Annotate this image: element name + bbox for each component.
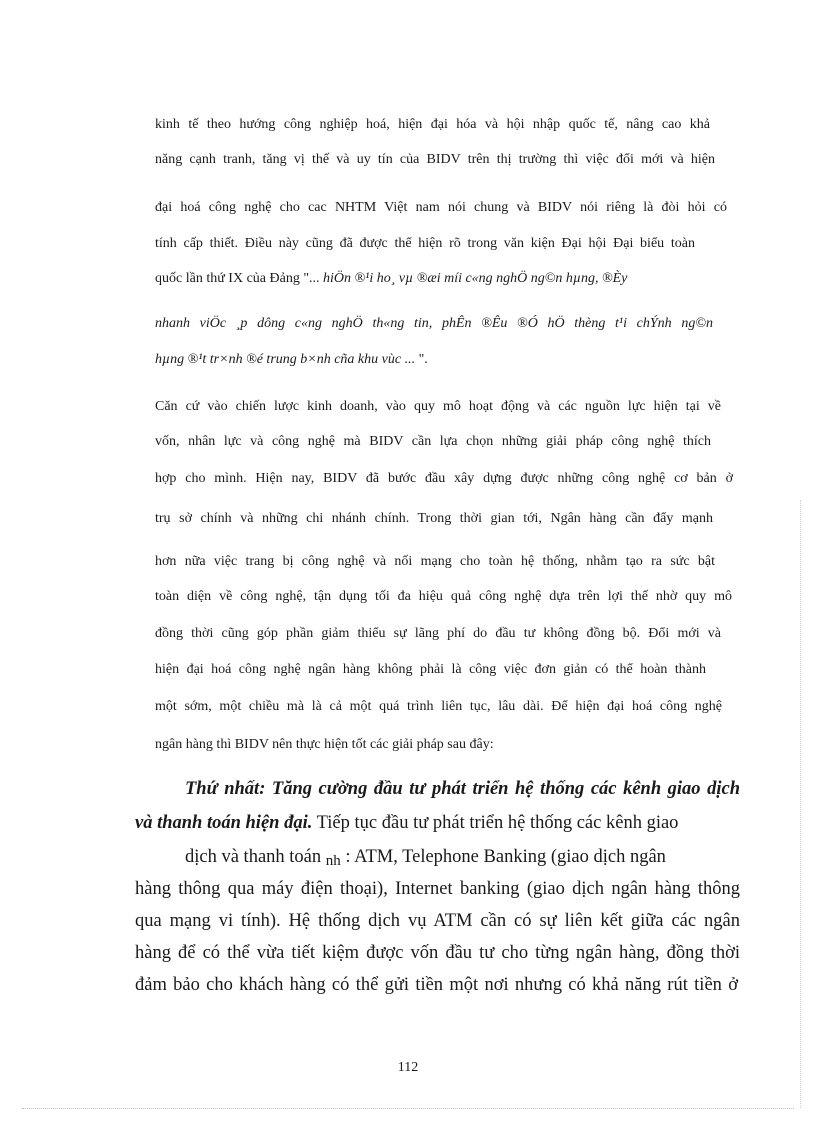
text-line: một sớm, một chiều mà là cả một quá trình liên tục, lâu dài. Để hiện đại hoá công nghệ [155, 699, 722, 714]
text-line: đảm bảo cho khách hàng có thể gửi tiền một nơi nhưng có khả năng rút tiền ở [135, 975, 738, 995]
text-line: ngân hàng thì BIDV nên thực hiện tốt các giải pháp sau đây: [155, 737, 494, 752]
text-line: quốc lần thứ IX của Đảng "... hiÖn ®¹i ho¸ vµ ®æi míi c«ng nghÖ ng©n hµng, ®Èy [155, 271, 628, 286]
text-line: đồng thời cũng góp phần giảm thiểu sự lãng phí do đầu tư không đồng bộ. Đổi mới và [155, 626, 721, 641]
text-line: đại hoá công nghệ cho cac NHTM Việt nam nói chung và BIDV nói riêng là đòi hỏi có [155, 200, 727, 215]
section-heading: Thứ nhất: Tăng cường đầu tư phát triển hệ thống các kênh giao dịch [185, 779, 740, 799]
text-line: tính cấp thiết. Điều này cũng đã được thể hiện rõ trong văn kiện Đại hội Đại biểu toàn [155, 236, 695, 251]
text-line: hơn nữa việc trang bị công nghệ và nối mạng cho toàn hệ thống, nhằm tạo ra sức bật [155, 554, 715, 569]
text-line: toàn diện về công nghệ, tận dụng tối đa hiệu quả công nghệ dựa trên lợi thế nhờ quy mô [155, 589, 732, 604]
text-line: kinh tế theo hướng công nghiệp hoá, hiện đại hóa và hội nhập quốc tế, nâng cao khả [155, 117, 710, 132]
text-line: vốn, nhân lực và công nghệ mà BIDV cần lựa chọn những giải pháp công nghệ thích [155, 434, 711, 449]
text-line: qua mạng vi tính). Hệ thống dịch vụ ATM cần có sự liên kết giữa các ngân [135, 911, 740, 931]
text-line: hµng ®¹t tr×nh ®é trung b×nh cña khu vùc ... ". [155, 352, 428, 367]
text-line: hợp cho mình. Hiện nay, BIDV đã bước đầu xây dựng được những công nghệ cơ bản ở [155, 471, 733, 486]
page-border-right [800, 500, 801, 1108]
text-line: hiện đại hoá công nghệ ngân hàng không phải là công việc đơn giản có thể hoàn thành [155, 662, 706, 677]
page-number: 112 [397, 1060, 419, 1075]
text-line: dịch và thanh toán nh : ATM, Telephone Banking (giao dịch ngân [185, 847, 666, 869]
text-line: nhanh viÖc ¸p dông c«ng nghÖ th«ng tin, phÊn ®Êu ®Ó hÖ thèng t¹i chÝnh ng©n [155, 316, 713, 331]
text-line: và thanh toán hiện đại. Tiếp tục đầu tư phát triển hệ thống các kênh giao [135, 813, 679, 833]
text-line: năng cạnh tranh, tăng vị thế và uy tín của BIDV trên thị trường thì việc đổi mới và hiện [155, 152, 715, 167]
page-border-bottom [22, 1108, 794, 1109]
text-line: hàng để có thể vừa tiết kiệm được vốn đầu tư cho từng ngân hàng, đồng thời [135, 943, 740, 963]
text-line: hàng thông qua máy điện thoại), Internet banking (giao dịch ngân hàng thông [135, 879, 740, 899]
text-line: trụ sở chính và những chi nhánh chính. Trong thời gian tới, Ngân hàng cần đẩy mạnh [155, 511, 713, 526]
text-line: Căn cứ vào chiến lược kinh doanh, vào quy mô hoạt động và các nguồn lực hiện tại về [155, 399, 721, 414]
